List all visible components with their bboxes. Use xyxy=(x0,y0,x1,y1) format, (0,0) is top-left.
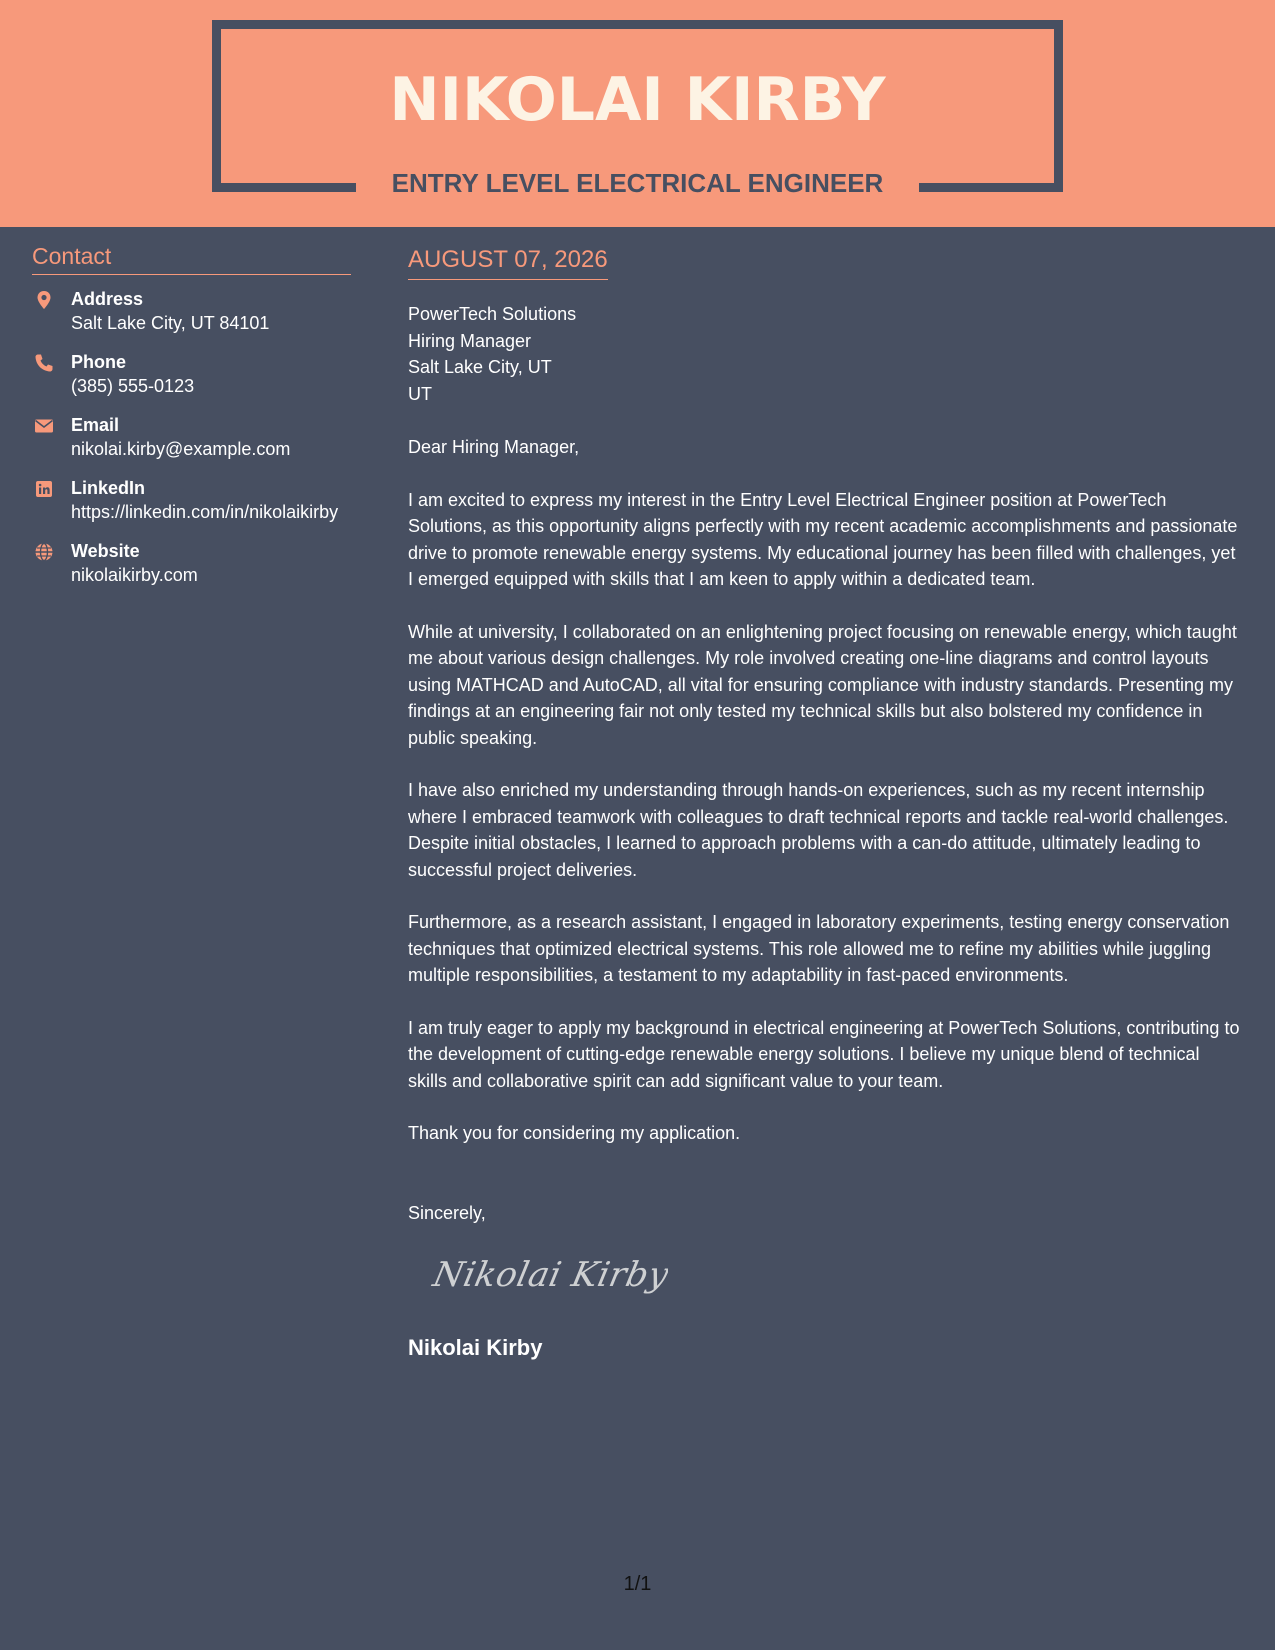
svg-text:Nikolai Kirby: Nikolai Kirby xyxy=(429,1255,668,1295)
linkedin-link[interactable]: https://linkedin.com/in/nikolaikirby xyxy=(71,502,339,522)
letter-body xyxy=(408,243,1243,1363)
contact-item-email xyxy=(32,413,351,461)
header-banner xyxy=(0,0,1275,227)
website-label: Website xyxy=(71,541,140,561)
email-value: nikolai.kirby@example.com xyxy=(71,439,291,459)
closing: Sincerely, xyxy=(408,1202,486,1223)
applicant-name: NIKOLAI KIRBY xyxy=(389,65,886,135)
recipient-title: Hiring Manager xyxy=(408,330,532,351)
recipient-block xyxy=(408,301,1243,407)
signer-name: Nikolai Kirby xyxy=(408,1335,543,1360)
paragraph-6: Thank you for considering my application. xyxy=(408,1123,741,1143)
recipient-company: PowerTech Solutions xyxy=(408,304,577,324)
website-link[interactable]: nikolaikirby.com xyxy=(71,565,198,585)
paragraph-1: I am excited to express my interest in the Entry Level Electrical Engineer position at PowerTech Solutions, as this opportunity aligns perfectly with my recent academic accomplishments and passionate drive to promote renewable energy systems. My educational journey has been filled with challenges, yet I emerged equipped with skills that I am keen to apply within a dedicated team. xyxy=(408,489,1238,589)
contact-item-website xyxy=(32,539,351,587)
linkedin-icon xyxy=(34,479,54,499)
globe-icon xyxy=(34,542,54,562)
envelope-icon xyxy=(34,416,54,436)
paragraph-2: While at university, I collaborated on an enlightening project focusing on renewable energy, which taught me about various design challenges. My role involved creating one-line diagrams and control layouts using MATHCAD and AutoCAD, all vital for ensuring compliance with industry standards. Presenting my findings at an engineering fair not only tested my technical skills but also bolstered my confidence in public speaking. xyxy=(408,621,1237,748)
phone-label: Phone xyxy=(71,352,127,372)
contact-item-linkedin xyxy=(32,476,351,524)
contact-heading: Contact xyxy=(32,240,351,275)
phone-value: (385) 555-0123 xyxy=(71,376,195,396)
paragraph-4: Furthermore, as a research assistant, I engaged in laboratory experiments, testing energy conservation techniques that optimized electrical systems. This role allowed me to refine my abilities while juggling multiple responsibilities, a testament to my adaptability in fast-paced environments. xyxy=(408,912,1230,985)
page-number: 1/1 xyxy=(623,1573,652,1595)
paragraph-5: I am truly eager to apply my background in electrical engineering at PowerTech Solutions, contributing to the development of cutting-edge renewable energy solutions. I believe my unique blend of technical skills and collaborative spirit can add significant value to your team. xyxy=(408,1017,1240,1091)
recipient-city: Salt Lake City, UT xyxy=(408,357,552,377)
contact-item-phone xyxy=(32,350,351,398)
linkedin-label: LinkedIn xyxy=(71,478,146,498)
letter-date: AUGUST 07, 2026 xyxy=(408,243,608,280)
contact-item-address xyxy=(32,287,351,335)
paragraph-3: I have also enriched my understanding through hands-on experiences, such as my recent internship where I embraced teamwork with colleagues to draft technical reports and tackle real-world challenges. Despite initial obstacles, I learned to approach problems with a can-do attitude, ultimately leading to successful project deliveries. xyxy=(408,780,1229,880)
email-label: Email xyxy=(71,415,120,435)
job-title: ENTRY LEVEL ELECTRICAL ENGINEER xyxy=(391,168,884,198)
address-label: Address xyxy=(71,289,144,309)
address-value: Salt Lake City, UT 84101 xyxy=(71,313,270,333)
handwritten-signature xyxy=(428,1246,668,1302)
map-pin-icon xyxy=(34,290,54,310)
phone-icon xyxy=(34,353,54,373)
contact-sidebar xyxy=(32,240,351,602)
recipient-state: UT xyxy=(408,383,432,404)
greeting: Dear Hiring Manager, xyxy=(408,437,580,457)
